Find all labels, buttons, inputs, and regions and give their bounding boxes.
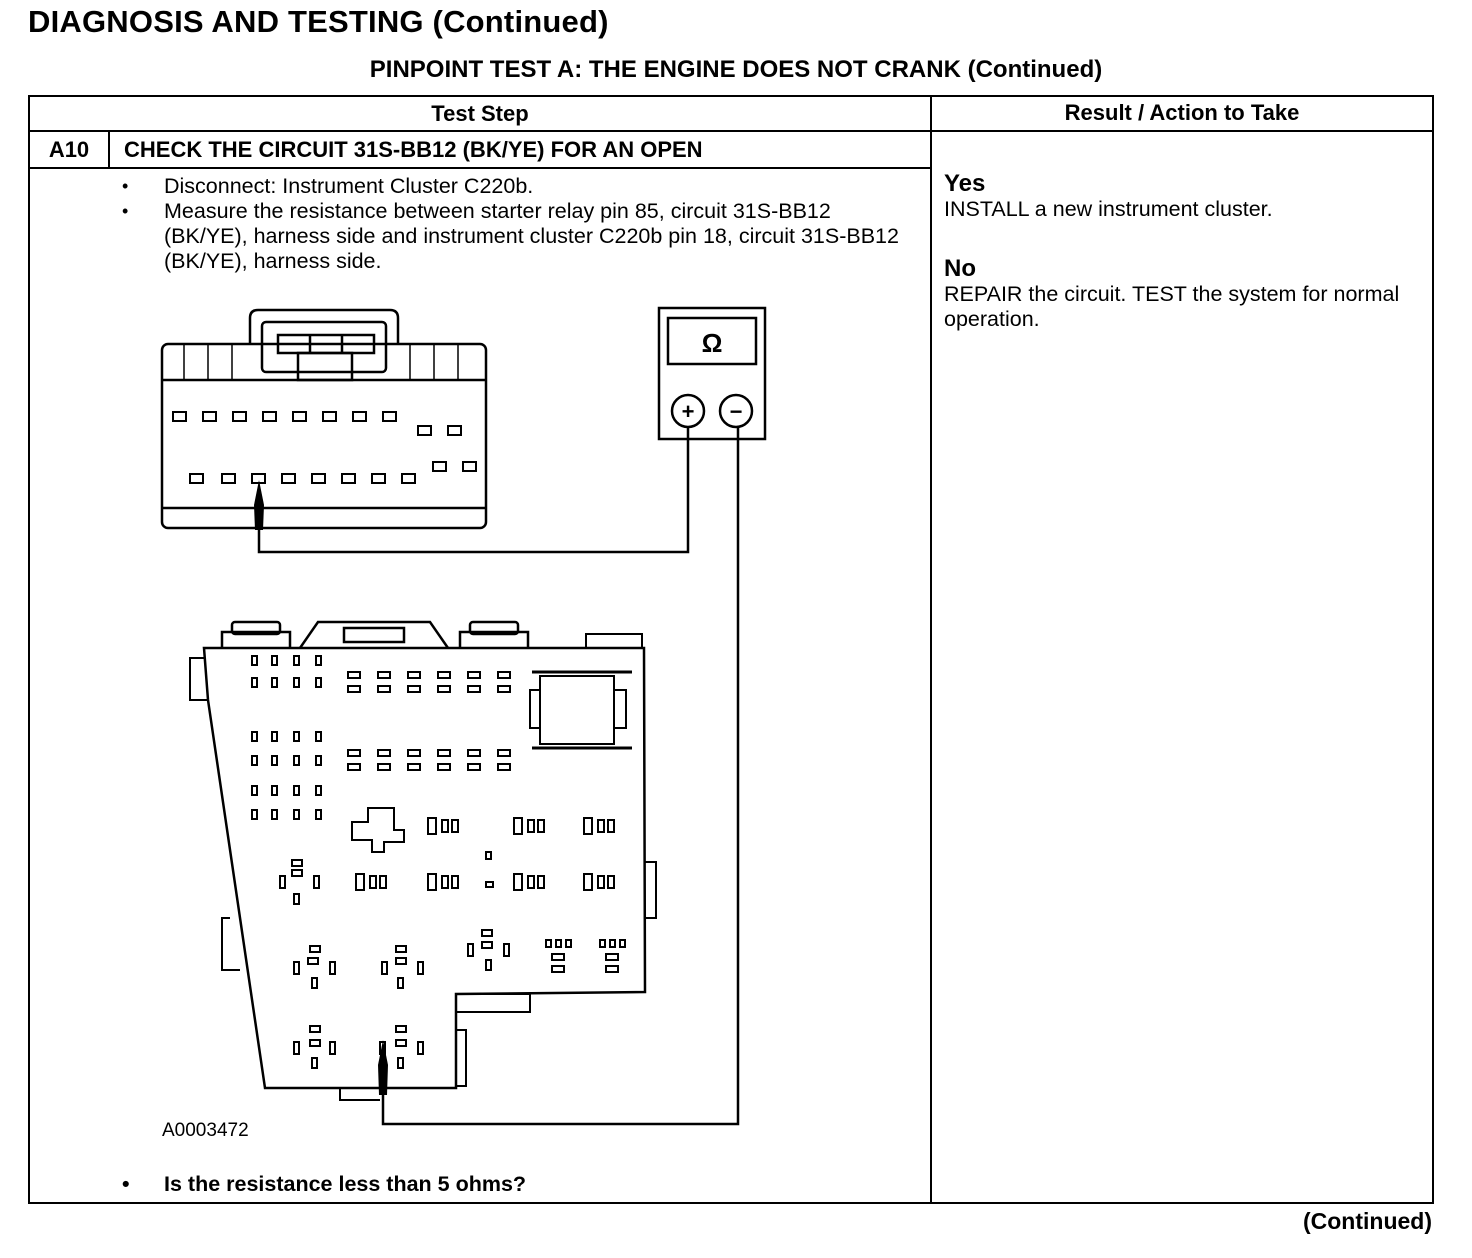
result-action: INSTALL a new instrument cluster. xyxy=(944,197,1273,221)
ohm-symbol: Ω xyxy=(701,328,723,358)
step-title: CHECK THE CIRCUIT 31S-BB12 (BK/YE) FOR AN OPEN xyxy=(124,137,703,162)
continued-footer: (Continued) xyxy=(1302,1208,1432,1234)
figure-id: A0003472 xyxy=(162,1120,249,1141)
instrument-cluster-connector xyxy=(162,310,486,528)
result-label: Yes xyxy=(944,170,986,197)
result-label: No xyxy=(944,255,976,282)
pinpoint-test-title: PINPOINT TEST A: THE ENGINE DOES NOT CRANK (Continued) xyxy=(369,56,1103,83)
negative-terminal-icon: − xyxy=(729,399,743,424)
header-test-step: Test Step xyxy=(431,101,529,126)
positive-terminal-icon: + xyxy=(681,399,695,424)
page-heading: DIAGNOSIS AND TESTING (Continued) xyxy=(28,4,609,39)
step-id: A10 xyxy=(48,137,90,162)
step-question xyxy=(118,1172,526,1197)
question-text: Is the resistance less than 5 ohms? xyxy=(164,1172,527,1196)
bullet-icon: • xyxy=(122,176,129,196)
central-junction-box xyxy=(190,622,656,1100)
probe-tip-cluster xyxy=(254,480,264,530)
junction-box-terminals xyxy=(252,656,625,1068)
instruction-text: Disconnect: Instrument Cluster C220b. xyxy=(164,174,534,198)
bullet-icon: • xyxy=(122,1172,130,1196)
bullet-icon: • xyxy=(122,201,129,221)
negative-test-lead xyxy=(383,427,738,1124)
positive-test-lead xyxy=(259,427,688,552)
instruction-text: Measure the resistance between starter relay pin 85, circuit 31S-BB12 (BK/YE), harness side and instrument cluster C220b pin 18, circuit 31S-BB12 (BK/YE), harness side. xyxy=(164,199,899,273)
result-action: REPAIR the circuit. TEST the system for normal operation. xyxy=(944,282,1400,331)
header-result-action: Result / Action to Take xyxy=(1064,100,1300,125)
